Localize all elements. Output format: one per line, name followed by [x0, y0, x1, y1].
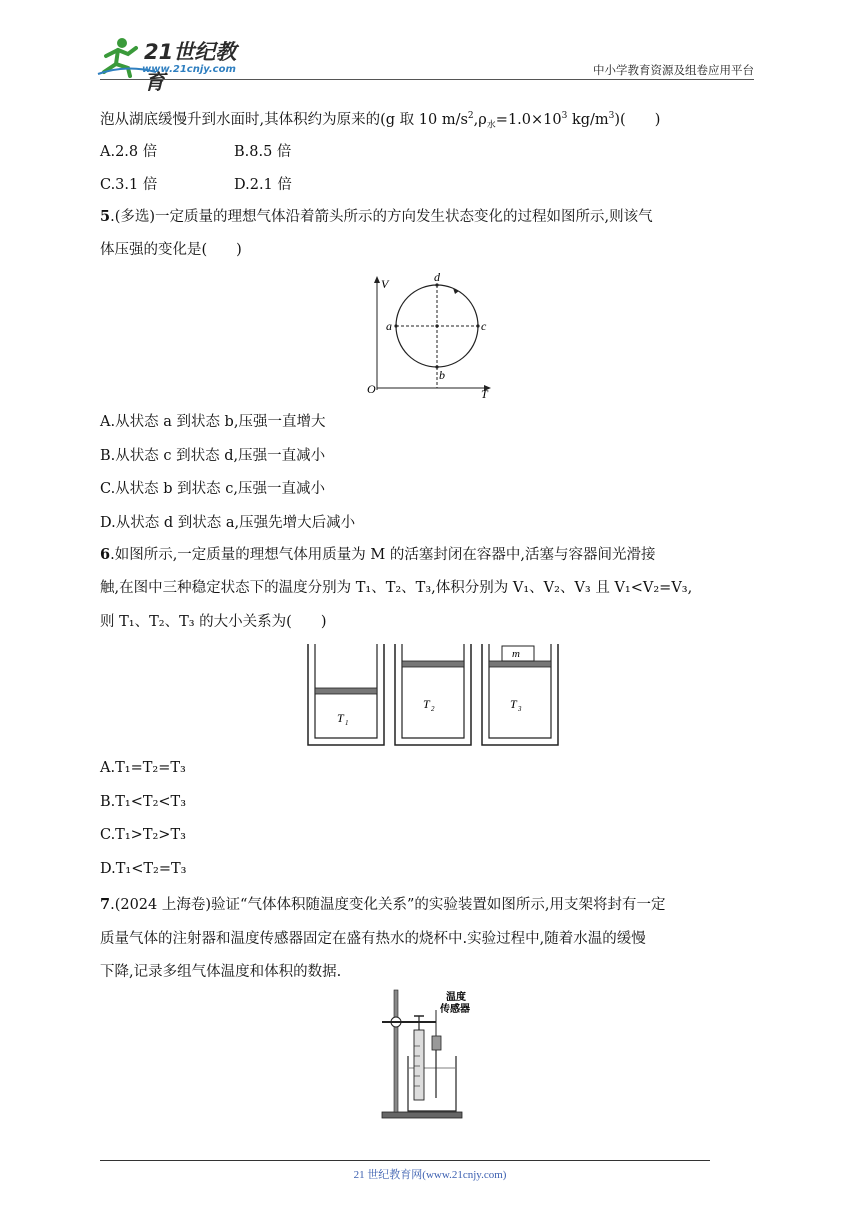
q6-containers-diagram	[305, 642, 565, 748]
t2-label: T	[423, 697, 430, 711]
q7-apparatus-diagram	[378, 986, 488, 1122]
svg-text:2: 2	[431, 705, 435, 713]
q6-stem-line3: 则 T₁、T₂、T₃ 的大小关系为( )	[100, 614, 327, 630]
svg-text:3: 3	[518, 705, 522, 713]
q5-vt-diagram	[360, 268, 500, 400]
mass-label: m	[512, 648, 520, 660]
logo-url: www.21cnjy.com	[142, 64, 236, 75]
q7-stem-line1: 7.(2024 上海卷)验证“气体体积随温度变化关系”的实验装置如图所示,用支架将封有一定	[100, 896, 666, 913]
q6-option-a[interactable]: A.T₁=T₂=T₃	[100, 760, 186, 776]
q5-option-b[interactable]: B.从状态 c 到状态 d,压强一直减小	[100, 448, 326, 464]
t3-label: T	[510, 697, 517, 711]
q4-option-b[interactable]: B.8.5 倍	[234, 144, 292, 160]
q5-stem-line1: 5.(多选)一定质量的理想气体沿着箭头所示的方向发生状态变化的过程如图所示,则该气	[100, 208, 653, 225]
q6-option-d[interactable]: D.T₁<T₂=T₃	[100, 861, 187, 877]
q6-stem-line1: 6.如图所示,一定质量的理想气体用质量为 M 的活塞封闭在容器中,活塞与容器间光滑接	[100, 546, 656, 563]
sensor-label-line1: 温度	[446, 992, 466, 1003]
q6-option-b[interactable]: B.T₁<T₂<T₃	[100, 794, 187, 810]
footer-divider	[100, 1160, 710, 1161]
point-c-label: c	[481, 319, 487, 333]
axis-t-label: T	[481, 387, 488, 400]
footer-text[interactable]: 21 世纪教育网(www.21cnjy.com)	[353, 1169, 507, 1181]
site-logo	[96, 34, 256, 94]
logo-title: 21世纪教育	[144, 40, 237, 94]
header-divider	[100, 79, 754, 80]
q4-option-c[interactable]: C.3.1 倍	[100, 177, 158, 193]
q6-stem-line2: 触,在图中三种稳定状态下的温度分别为 T₁、T₂、T₃,体积分别为 V₁、V₂、V₃ 且 V₁<V₂=V₃,	[100, 580, 693, 596]
axis-v-label: V	[381, 277, 389, 291]
q5-stem-line2: 体压强的变化是( )	[100, 242, 242, 258]
q4-option-a[interactable]: A.2.8 倍	[100, 144, 158, 160]
q4-option-d[interactable]: D.2.1 倍	[234, 177, 292, 193]
origin-label: O	[367, 382, 376, 396]
q5-option-c[interactable]: C.从状态 b 到状态 c,压强一直减小	[100, 481, 326, 497]
point-b-label: b	[439, 368, 445, 382]
q7-stem-line3: 下降,记录多组气体温度和体积的数据.	[100, 964, 342, 980]
svg-text:1: 1	[345, 719, 349, 727]
q4-stem-tail: 泡从湖底缓慢升到水面时,其体积约为原来的(g 取 10 $m/s^2,\rho_水=1.0\times 10^3$ $kg/m^3$)( )	[100, 111, 661, 131]
q5-option-d[interactable]: D.从状态 d 到状态 a,压强先增大后减小	[100, 515, 356, 531]
point-d-label: d	[434, 270, 440, 284]
q7-stem-line2: 质量气体的注射器和温度传感器固定在盛有热水的烧杯中.实验过程中,随着水温的缓慢	[100, 931, 646, 947]
point-a-label: a	[386, 319, 392, 333]
platform-name: 中小学教育资源及组卷应用平台	[593, 63, 754, 77]
q5-option-a[interactable]: A.从状态 a 到状态 b,压强一直增大	[100, 414, 326, 430]
q6-option-c[interactable]: C.T₁>T₂>T₃	[100, 827, 186, 843]
t1-label: T	[337, 711, 344, 725]
sensor-label-line2: 传感器	[440, 1004, 470, 1015]
